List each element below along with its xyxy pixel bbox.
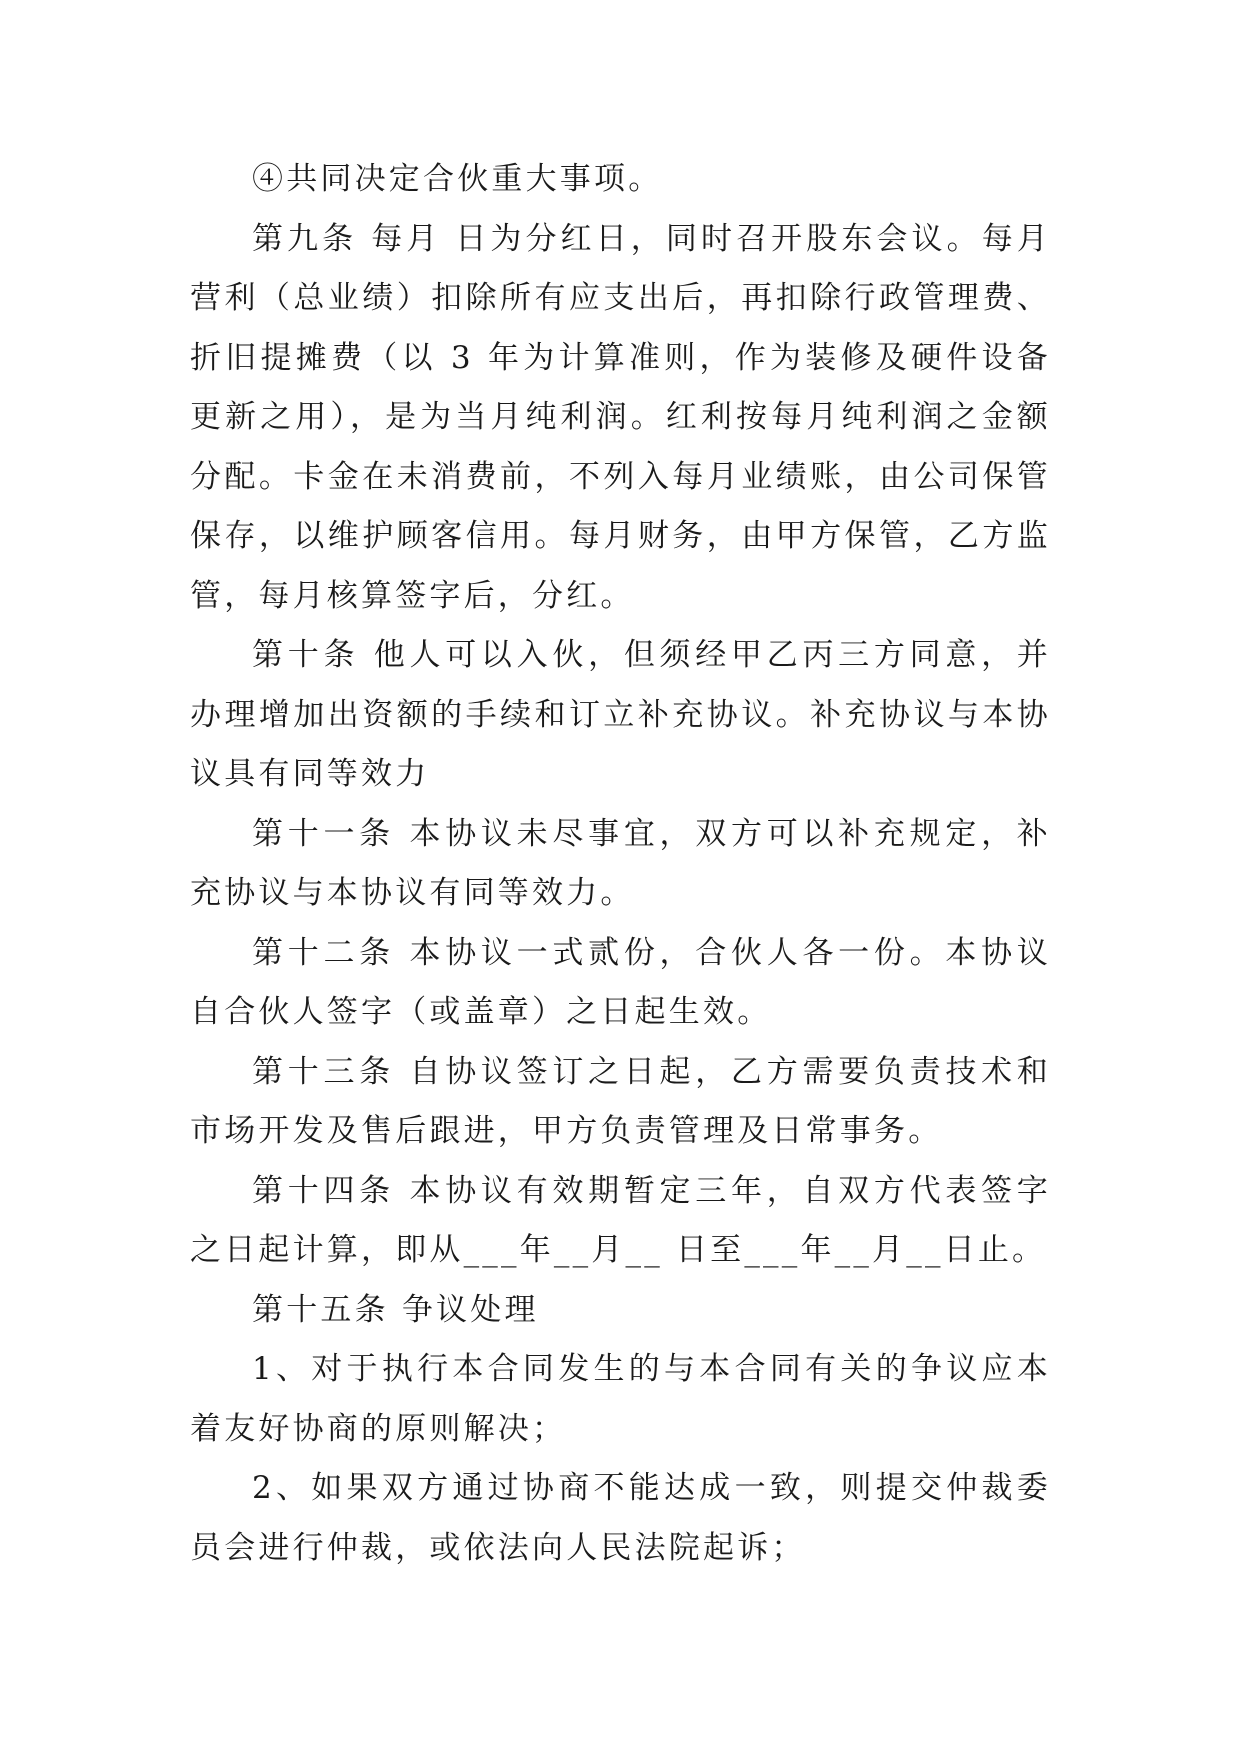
article-9-paragraph: 第九条 每月 日为分红日，同时召开股东会议。每月营利（总业绩）扣除所有应支出后，再扣除行政管理费、折旧提摊费（以 3 年为计算准则，作为装修及硬件设备更新之用），是为当月纯利润。红利按每月纯利润之金额分配。卡金在未消费前，不列入每月业绩账，由公司保管保存，以维护顾客信用。每月财务，由甲方保管，乙方监管，每月核算签字后，分红。 [190,220,1051,614]
article-14-paragraph: 第十四条 本协议有效期暂定三年，自双方代表签字之日起计算，即从___年__月__ 日至___年__月__日止。 [190,1172,1051,1268]
article-10-paragraph: 第十条 他人可以入伙，但须经甲乙丙三方同意，并办理增加出资额的手续和订立补充协议。补充协议与本协议具有同等效力 [190,637,1051,792]
paragraph-item-4: ④共同决定合伙重大事项。 [252,161,663,197]
article-15-clause-2: 2、如果双方通过协商不能达成一致，则提交仲裁委员会进行仲裁，或依法向人民法院起诉； [190,1470,1051,1566]
article-15-heading: 第十五条 争议处理 [252,1291,539,1328]
document-body [190,150,1051,1578]
article-15-clause-1: 1、对于执行本合同发生的与本合同有关的争议应本着友好协商的原则解决； [190,1351,1051,1447]
article-11-paragraph: 第十一条 本协议未尽事宜，双方可以补充规定，补充协议与本协议有同等效力。 [190,815,1051,911]
article-12-paragraph: 第十二条 本协议一式贰份，合伙人各一份。本协议自合伙人签字（或盖章）之日起生效。 [190,934,1051,1030]
article-13-paragraph: 第十三条 自协议签订之日起，乙方需要负责技术和市场开发及售后跟进，甲方负责管理及日常事务。 [190,1053,1051,1149]
